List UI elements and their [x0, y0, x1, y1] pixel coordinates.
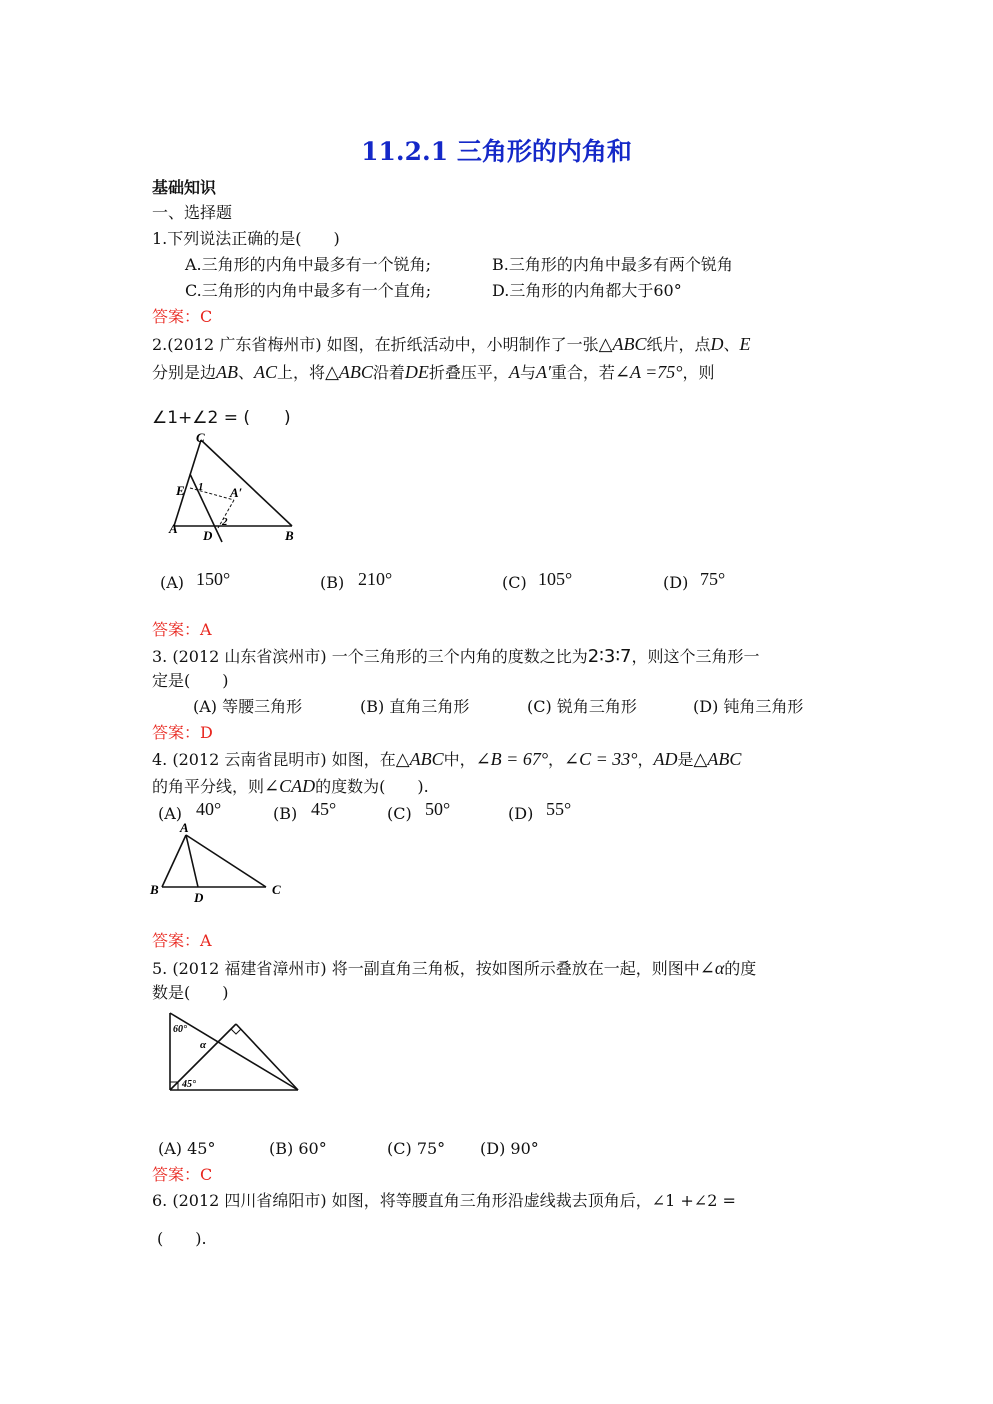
q2-label-d: D	[203, 528, 213, 543]
q5-line2: 数是( )	[152, 983, 229, 1002]
q2-opt-d-value: 75°	[700, 569, 726, 589]
q3-ratio: 2∶3∶7	[587, 646, 632, 667]
q6-line2: ( ).	[157, 1229, 207, 1248]
q2-answer: 答案：A	[152, 620, 212, 639]
q4-text-1e: 是	[677, 750, 694, 769]
q4-text-1b: 中，	[443, 750, 476, 769]
q5-line-leg-45	[236, 1024, 298, 1090]
q4-angle-cad: ∠CAD	[264, 776, 316, 796]
q4-triangle-figure	[148, 820, 288, 906]
page-title: 11.2.1 三角形的内角和	[361, 137, 632, 166]
q4-opt-b-value: 45°	[311, 799, 337, 819]
q5-line1	[152, 958, 756, 979]
q2-seg-ab: AB	[216, 362, 239, 382]
q2-opt-b-label: (B)	[320, 573, 345, 592]
q4-text-2b: 的度数为( ).	[315, 777, 429, 796]
q2-triangle-abc-2: △ABC	[325, 362, 373, 382]
q2-text-2b: 、	[238, 363, 255, 382]
q4-angle-b: ∠B = 67°	[475, 749, 549, 769]
q2-text-2h: ，则	[682, 363, 715, 382]
q4-opt-b-label: (B)	[273, 804, 298, 823]
q3-text-1b: ，则这个三角形一	[631, 647, 760, 666]
q2-line2	[152, 362, 715, 383]
q2-opt-b-value: 210°	[358, 569, 393, 589]
q2-opt-c-label: (C)	[502, 573, 527, 592]
q4-triangle-abc-2: △ABC	[693, 749, 742, 769]
q4-opt-c-value: 50°	[425, 799, 451, 819]
q1-option-b: B.三角形的内角中最多有两个锐角	[492, 255, 733, 274]
q2-text-2d: 沿着	[372, 363, 405, 382]
q2-label-e: E	[176, 483, 185, 498]
q2-point-e: E	[739, 334, 751, 354]
q4-seg-ad: AD	[653, 749, 678, 769]
q2-opt-c-value: 105°	[538, 569, 573, 589]
q5-option-c: (C) 75°	[387, 1139, 446, 1158]
q5-option-b: (B) 60°	[269, 1139, 327, 1158]
q5-option-d: (D) 90°	[480, 1139, 539, 1158]
q4-opt-d-value: 55°	[546, 799, 572, 819]
q2-text-1b: 纸片，点	[646, 335, 711, 354]
q2-label-c: C	[196, 430, 205, 445]
q4-text-1a: 4. (2012 云南省昆明市) 如图，在	[152, 750, 396, 769]
q4-opt-a-value: 40°	[196, 799, 222, 819]
section-heading: 基础知识	[152, 178, 217, 197]
q2-text-1a: 2.(2012 广东省梅州市) 如图，在折纸活动中，小明制作了一张	[152, 335, 599, 354]
q3-option-d: (D) 钝角三角形	[693, 697, 804, 716]
q2-line3: ∠1+∠2 = ( )	[152, 408, 291, 428]
q2-dashed-ea	[190, 488, 234, 500]
q4-line-ba	[162, 835, 186, 887]
q2-label-1: 1	[198, 481, 204, 493]
q1-option-d: D.三角形的内角都大于60°	[492, 281, 682, 300]
q2-angle-a: ∠A =75°	[614, 362, 683, 382]
q2-sep: 、	[723, 335, 740, 354]
q1-option-a: A.三角形的内角中最多有一个锐角;	[185, 255, 432, 274]
q5-label-alpha: α	[200, 1039, 207, 1051]
q2-opt-d-label: (D)	[663, 573, 689, 592]
q2-line-cb	[201, 440, 292, 526]
q2-text-2g: 重合，若	[550, 363, 615, 382]
q5-setsquare-figure	[160, 1008, 310, 1098]
q4-text-2a: 的角平分线，则	[152, 777, 265, 796]
q4-label-b: B	[150, 882, 159, 897]
q2-text-2f: 与	[519, 363, 536, 382]
q4-opt-a-label: (A)	[158, 804, 183, 823]
q4-label-d: D	[194, 890, 204, 905]
q2-label-2: 2	[222, 516, 228, 528]
q5-label-60: 60°	[173, 1024, 187, 1035]
q2-line1	[152, 334, 751, 355]
q5-text-1b: 的度	[724, 959, 757, 978]
q3-option-b: (B) 直角三角形	[360, 697, 470, 716]
q2-label-a: A	[169, 521, 178, 536]
q3-option-c: (C) 锐角三角形	[527, 697, 637, 716]
q4-triangle-abc: △ABC	[395, 749, 444, 769]
q2-text-2e: 折叠压平，	[428, 363, 509, 382]
q3-option-a: (A) 等腰三角形	[193, 697, 303, 716]
q5-answer: 答案：C	[152, 1165, 213, 1184]
q4-line-ad	[186, 835, 198, 887]
q2-point-d: D	[710, 334, 724, 354]
q3-text-1a: 3. (2012 山东省滨州市) 一个三角形的三个内角的度数之比为	[152, 647, 588, 666]
q3-line1	[152, 647, 759, 667]
q4-line-ac	[186, 835, 266, 887]
q2-point-a: A	[508, 362, 520, 382]
q4-text-1c: ，	[548, 750, 565, 769]
q2-seg-ac: AC	[254, 362, 278, 382]
q4-line2	[152, 776, 429, 797]
q2-seg-de: DE	[404, 362, 429, 382]
q5-text-1a: 5. (2012 福建省漳州市) 将一副直角三角板，按如图所示叠放在一起，则图中	[152, 959, 700, 978]
q4-opt-d-label: (D)	[508, 804, 534, 823]
q5-angle-alpha: ∠α	[699, 958, 725, 978]
q4-angle-c: ∠C = 33°	[564, 749, 638, 769]
q4-opt-c-label: (C)	[387, 804, 412, 823]
q3-line2: 定是( )	[152, 671, 229, 690]
subsection-heading: 一、选择题	[152, 203, 233, 222]
q5-right-angle-mark-top	[231, 1029, 241, 1034]
q4-text-1d: ，	[637, 750, 654, 769]
q5-label-45: 45°	[182, 1079, 196, 1090]
q2-label-a-prime: A′	[230, 485, 243, 500]
q1-option-c: C.三角形的内角中最多有一个直角;	[185, 281, 432, 300]
q4-answer: 答案：A	[152, 931, 212, 950]
q2-label-b: B	[285, 528, 294, 543]
q4-line1	[152, 749, 741, 770]
q2-opt-a-value: 150°	[196, 569, 231, 589]
q6-line1: 6. (2012 四川省绵阳市) 如图，将等腰直角三角形沿虚线裁去顶角后，∠1 +∠2 =	[152, 1191, 736, 1210]
q2-triangle-abc: △ABC	[598, 334, 647, 354]
q1-stem: 1.下列说法正确的是( )	[152, 229, 340, 248]
q2-fold-figure	[160, 430, 310, 545]
q2-opt-a-label: (A)	[160, 573, 185, 592]
q4-label-a: A	[180, 820, 189, 835]
q2-text-2a: 分别是边	[152, 363, 217, 382]
q2-text-2c: 上，将	[277, 363, 326, 382]
q3-answer: 答案：D	[152, 723, 213, 742]
q4-label-c: C	[272, 882, 281, 897]
q2-point-a-prime: A′	[535, 362, 551, 382]
q1-answer: 答案：C	[152, 307, 213, 326]
q5-option-a: (A) 45°	[158, 1139, 216, 1158]
